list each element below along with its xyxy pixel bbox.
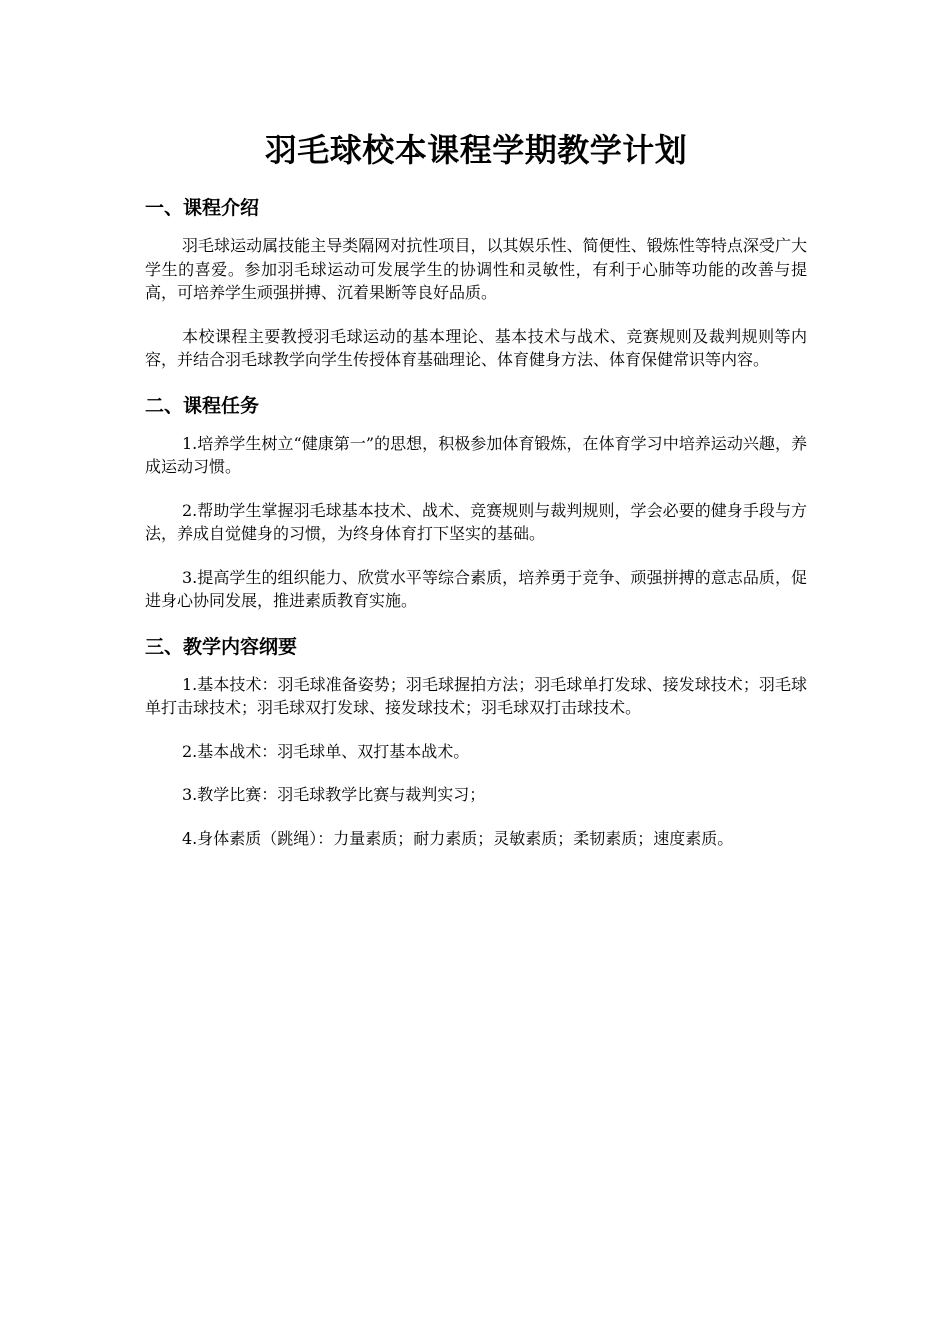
section-heading: 二、课程任务 [145, 394, 260, 417]
section-course-intro [145, 194, 807, 372]
section-heading: 三、教学内容纲要 [145, 635, 298, 658]
paragraph: 2.帮助学生掌握羽毛球基本技术、战术、竞赛规则与裁判规则，学会必要的健身手段与方法，养成自觉健身的习惯，为终身体育打下坚实的基础。 [145, 500, 807, 543]
paragraph: 1.基本技术：羽毛球准备姿势；羽毛球握拍方法；羽毛球单打发球、接发球技术；羽毛球单打击球技术；羽毛球双打发球、接发球技术；羽毛球双打击球技术。 [145, 674, 807, 717]
document-title: 羽毛球校本课程学期教学计划 [264, 131, 688, 169]
paragraph: 2.基本战术：羽毛球单、双打基本战术。 [182, 741, 470, 761]
section-course-tasks [145, 392, 807, 613]
paragraph: 4.身体素质（跳绳）：力量素质；耐力素质；灵敏素质；柔韧素质；速度素质。 [182, 828, 734, 848]
paragraph: 本校课程主要教授羽毛球运动的基本理论、基本技术与战术、竞赛规则及裁判规则等内容，并结合羽毛球教学向学生传授体育基础理论、体育健身方法、体育保健常识等内容。 [145, 326, 807, 369]
document-body [145, 128, 807, 870]
paragraph: 羽毛球运动属技能主导类隔网对抗性项目，以其娱乐性、简便性、锻炼性等特点深受广大学生的喜爱。参加羽毛球运动可发展学生的协调性和灵敏性，有利于心肺等功能的改善与提高，可培养学生顽强拼搏、沉着果断等良好品质。 [145, 236, 807, 302]
paragraph: 3.教学比赛：羽毛球教学比赛与裁判实习； [182, 785, 486, 804]
paragraph: 1.培养学生树立“健康第一”的思想，积极参加体育锻炼，在体育学习中培养运动兴趣，养成运动习惯。 [145, 433, 807, 476]
paragraph: 3.提高学生的组织能力、欣赏水平等综合素质，培养勇于竞争、顽强拼搏的意志品质，促进身心协同发展，推进素质教育实施。 [145, 567, 807, 610]
section-teaching-outline [145, 633, 807, 851]
section-heading: 一、课程介绍 [145, 197, 260, 219]
